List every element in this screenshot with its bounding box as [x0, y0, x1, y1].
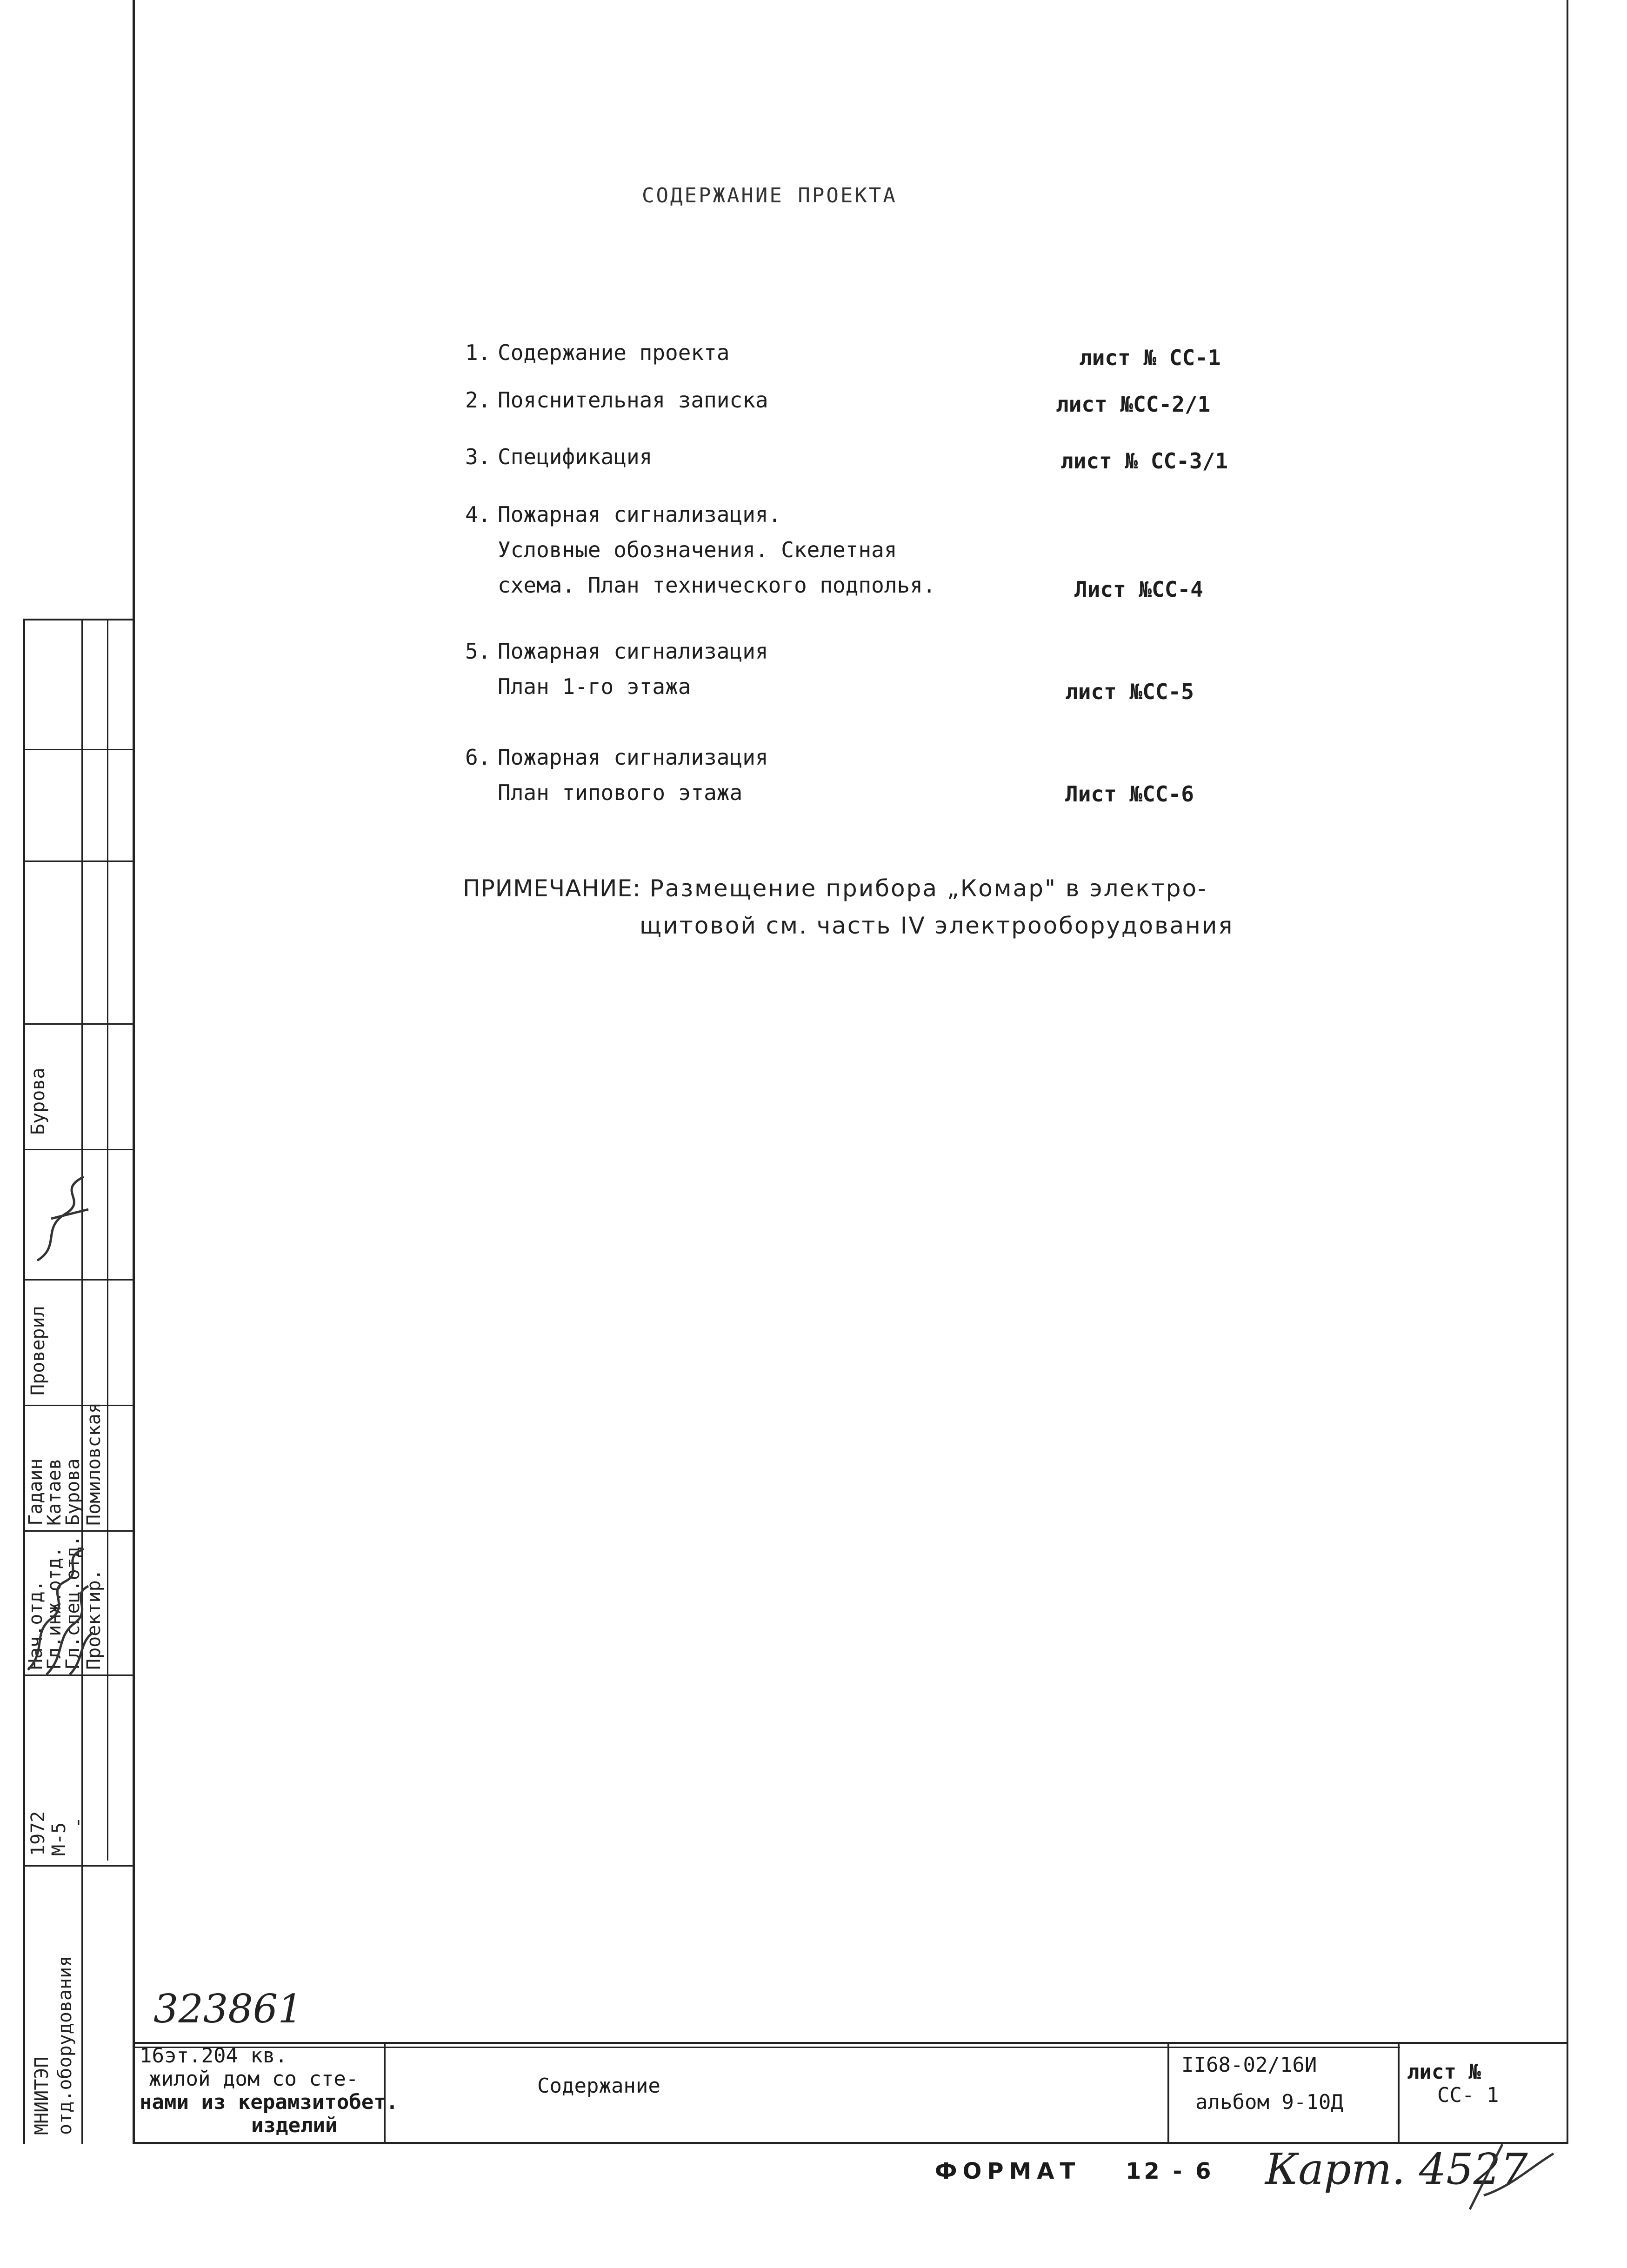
frame-right-line: [1567, 0, 1568, 2144]
toc-item-text: План типового этажа: [498, 780, 743, 805]
toc-item-sheet: Лист №СС-4: [1074, 577, 1203, 602]
stamp-line: [81, 619, 83, 2144]
note-label: ПРИМЕЧАНИЕ:: [463, 875, 641, 902]
toc-item: [465, 634, 768, 704]
signature-icon: [23, 1163, 107, 1270]
toc-item-sheet: Лист №СС-6: [1065, 781, 1194, 807]
note: [463, 870, 1234, 944]
inventory-number: 323861: [153, 1986, 303, 2032]
toc-item-text: Пояснительная записка: [498, 387, 768, 413]
stamp-dept: отд.оборудования: [54, 1955, 76, 2135]
stamp-line: [23, 1405, 135, 1406]
toc-item-number: 4.: [465, 502, 491, 527]
stamp-line: [23, 1279, 135, 1281]
toc-item-text: Содержание проекта: [498, 340, 730, 365]
stamp-name: Бурова: [62, 1458, 84, 1526]
stamp-role: Гл.спец.отд.: [62, 1535, 84, 1670]
toc-item: [465, 335, 730, 370]
toc-item-number: 5.: [465, 639, 491, 664]
stamp-role: Проектир.: [83, 1569, 105, 1670]
stamp-line: [23, 861, 135, 862]
stamp-line: [23, 749, 135, 750]
card-note: Карт. 4527: [1265, 2144, 1528, 2194]
stamp-line: [23, 1149, 135, 1150]
sheet-number: СС- 1: [1437, 2083, 1499, 2107]
object-line: изделий: [251, 2114, 338, 2137]
stamp-name: Катаев: [44, 1458, 65, 1526]
object-line: нами из керамзитобет.: [140, 2090, 399, 2114]
stamp-name: Гадаин: [25, 1458, 47, 1526]
frame-left-line: [133, 0, 135, 2144]
toc-item-number: 3.: [465, 444, 491, 469]
stamp-line: [23, 1023, 135, 1025]
stamp-year: 1972: [27, 1811, 49, 1856]
toc-item-text: Пожарная сигнализация: [498, 745, 768, 770]
note-line-2: щитовой см. часть IV электрооборудования: [640, 912, 1234, 939]
toc-item-sheet: лист № СС-1: [1079, 345, 1221, 370]
sheet-name: Содержание: [537, 2074, 660, 2098]
title-block-line: [1167, 2042, 1169, 2144]
object-line: жилой дом со сте-: [149, 2067, 359, 2091]
toc-item-number: 2.: [465, 387, 491, 413]
object-line: 16эт.204 кв.: [140, 2044, 287, 2068]
stamp-line: [23, 1865, 135, 1867]
toc-item-number: 1.: [465, 340, 491, 365]
stamp-workshop: М-5: [48, 1822, 70, 1856]
stamp-line: [23, 619, 25, 2144]
stamp-role: Гл.инж.отд.: [44, 1547, 65, 1670]
stamp-checked: Проверил: [27, 1306, 49, 1395]
sheet-label: лист №: [1407, 2060, 1481, 2084]
page-title: СОДЕРЖАНИЕ ПРОЕКТА: [642, 184, 897, 207]
title-block-line: [1398, 2042, 1400, 2144]
toc-item-text: Пожарная сигнализация: [498, 639, 768, 664]
toc-item-text: Пожарная сигнализация.: [498, 502, 781, 527]
format-value: 12 - 6: [1126, 2158, 1214, 2184]
stamp-name: Помиловская: [83, 1402, 105, 1526]
signature-icon: [19, 1540, 112, 1679]
stamp-line: [23, 1530, 135, 1532]
toc-item-sheet: лист №СС-5: [1065, 679, 1194, 704]
toc-item: [465, 382, 768, 418]
toc-item-text: Условные обозначения. Скелетная: [498, 537, 897, 562]
title-block-object: [140, 2044, 398, 2137]
stamp-org: МНИИТЭП: [31, 2056, 53, 2135]
toc-item: [465, 740, 768, 810]
series-code: II68-02/16И: [1181, 2053, 1317, 2077]
toc-item-text: Спецификация: [498, 444, 653, 469]
toc-item-text: схема. План технического подполья.: [498, 573, 936, 598]
note-line-1: Размещение прибора „Комар" в электро-: [649, 875, 1208, 902]
stamp-checker: Бурова: [27, 1067, 49, 1135]
toc-item: [465, 439, 652, 474]
toc-item: [465, 497, 936, 603]
stamp-dash: -: [67, 1816, 88, 1828]
slash-mark-icon: [1465, 2140, 1558, 2214]
format-label: ФОРМАТ: [935, 2158, 1081, 2184]
album-code: альбом 9-10Д: [1195, 2090, 1343, 2114]
stamp-line: [23, 619, 135, 620]
toc-item-sheet: лист № СС-3/1: [1060, 448, 1228, 474]
toc-item-sheet: лист №СС-2/1: [1056, 392, 1211, 417]
toc-item-text: План 1-го этажа: [498, 674, 691, 699]
toc-item-number: 6.: [465, 745, 491, 770]
stamp-role: Нач.отд.: [25, 1580, 47, 1670]
